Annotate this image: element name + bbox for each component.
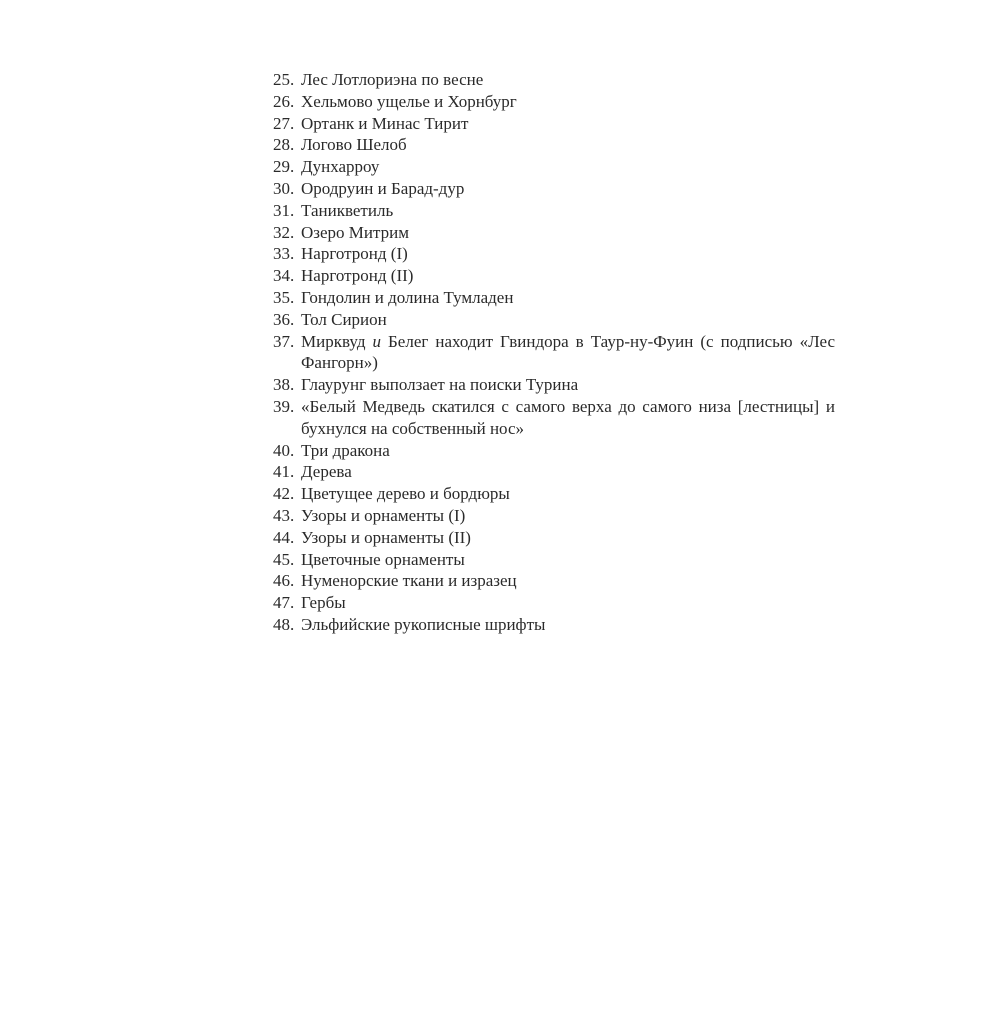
item-number: 36. [273,309,295,329]
item-text-italic: и [372,331,382,351]
list-item [273,483,835,505]
list-item [273,461,835,483]
list-item [273,113,835,135]
list-item [273,614,835,636]
item-number: 29. [273,157,295,177]
list-item [273,287,835,309]
item-number: 48. [273,614,295,634]
list-item [273,156,835,178]
list-item [273,200,835,222]
item-number: 26. [273,91,295,111]
item-text: Озеро Митрим [301,222,409,242]
list-item [273,592,835,614]
item-number: 39. [273,396,295,416]
item-number: 27. [273,113,295,133]
item-text-start: Мирквуд [301,331,373,351]
list-item [273,91,835,113]
list-item [273,134,835,156]
list-item [273,69,835,91]
item-number: 40. [273,440,295,460]
item-text: Гондолин и долина Тумладен [301,287,514,307]
item-number: 42. [273,484,295,504]
item-number: 41. [273,462,295,482]
item-text: Тол Сирион [301,309,387,329]
item-text: Дунхарроу [301,157,380,177]
item-text: Ортанк и Минас Тирит [301,113,469,133]
item-number: 35. [273,287,295,307]
item-text: Глаурунг выползает на поиски Турина [301,375,579,395]
item-text: Цветочные орнаменты [301,549,465,569]
list-item [273,374,835,396]
item-text: Гербы [301,593,346,613]
item-number: 43. [273,505,295,525]
list-item [273,527,835,549]
item-number: 37. [273,331,295,351]
illustrations-list [273,69,835,636]
list-item [273,222,835,244]
item-text: Лес Лотлориэна по весне [301,70,484,89]
item-number: 34. [273,266,295,286]
item-text: Узоры и орнаменты (I) [301,505,466,525]
item-text: Нарготронд (I) [301,244,408,264]
item-number: 28. [273,135,295,155]
list-item [273,570,835,592]
item-number: 25. [273,70,295,89]
item-text: Ородруин и Барад-дур [301,178,465,198]
list-item [273,440,835,462]
item-text: Узоры и орнаменты (II) [301,527,471,547]
item-number: 38. [273,375,295,395]
list-item [273,243,835,265]
list-item [273,265,835,287]
item-text: Эльфийские рукописные шрифты [301,614,546,634]
item-number: 31. [273,200,295,220]
list-item [273,309,835,331]
list-item [273,549,835,571]
item-text: Логово Шелоб [301,135,407,155]
item-text: Дерева [301,462,352,482]
item-text: Таникветиль [301,200,394,220]
item-number: 46. [273,571,295,591]
item-number: 32. [273,222,295,242]
item-text: «Белый Медведь скатился с самого верха до самого низа [лестницы] и бухнулся на собственный нос» [301,396,835,438]
item-number: 44. [273,527,295,547]
list-item [273,396,835,440]
item-number: 47. [273,593,295,613]
list-item [273,331,835,375]
item-number: 33. [273,244,295,264]
item-text: Белег находит Гвиндора в Таур-ну-Фуин (с подписью «Лес Фангорн») [301,331,836,373]
item-number: 30. [273,178,295,198]
item-text: Нарготронд (II) [301,266,414,286]
item-text: Цветущее дерево и бордюры [301,484,510,504]
item-text: Хельмово ущелье и Хорнбург [301,91,517,111]
item-text: Три дракона [301,440,390,460]
item-number: 45. [273,549,295,569]
list-item [273,505,835,527]
list-item [273,178,835,200]
item-text: Нуменорские ткани и изразец [301,571,517,591]
